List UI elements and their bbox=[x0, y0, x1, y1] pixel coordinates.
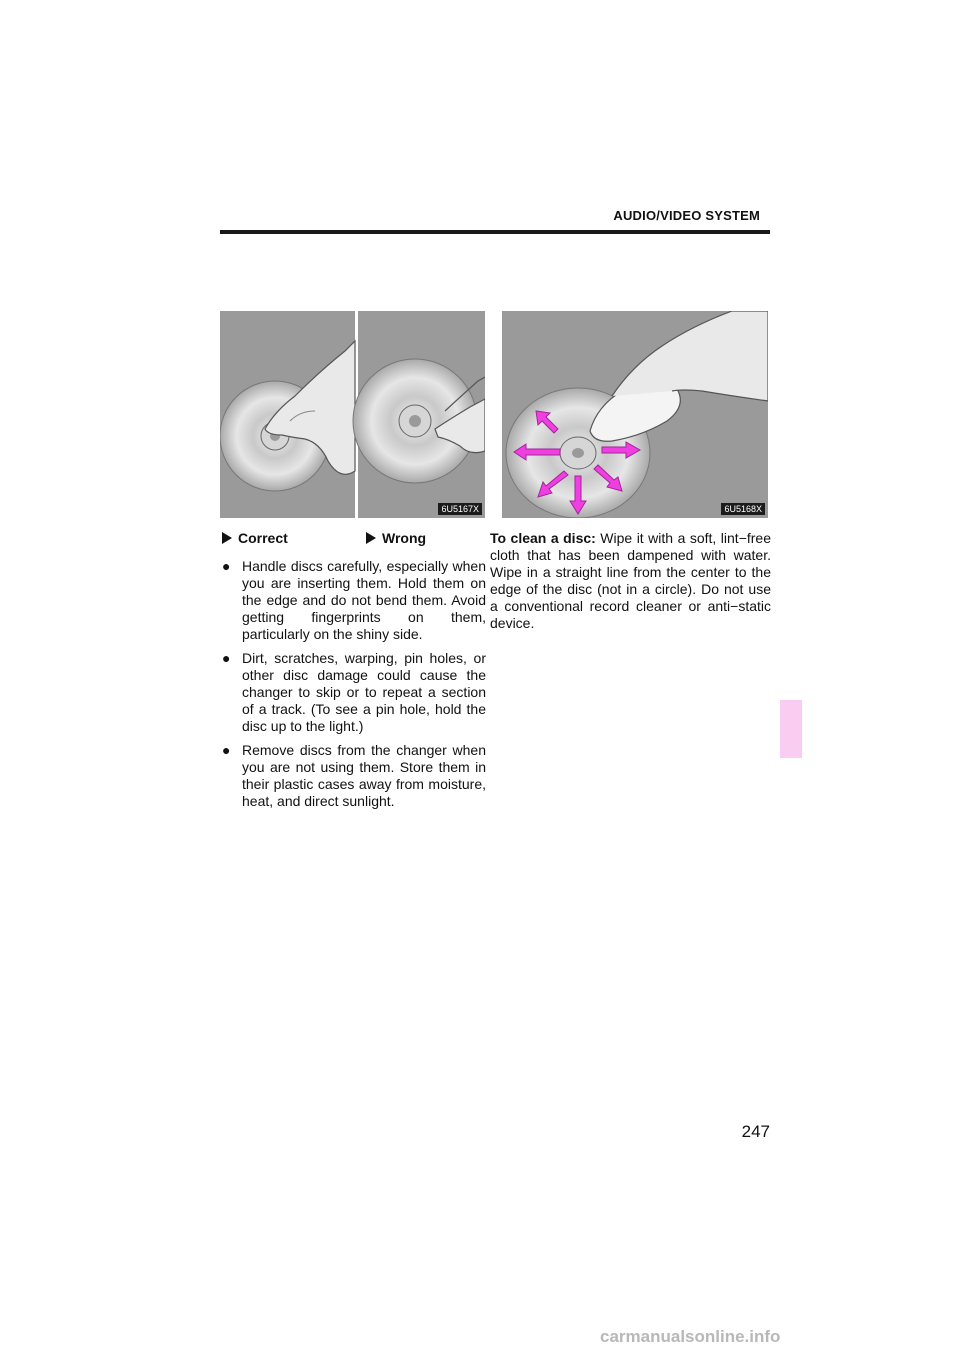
section-title: AUDIO/VIDEO SYSTEM bbox=[613, 208, 760, 223]
figure-code: 6U5167X bbox=[438, 503, 482, 515]
cleaning-instructions bbox=[490, 530, 771, 632]
caption-wrong-label: Wrong bbox=[382, 530, 427, 546]
watermark: carmanualsonline.info bbox=[600, 1327, 781, 1346]
caption-correct bbox=[222, 530, 288, 546]
figure-disc-cleaning bbox=[502, 311, 768, 518]
page-number: 247 bbox=[741, 1122, 770, 1141]
cleaning-lead: To clean a disc: bbox=[490, 530, 596, 546]
bullet-icon: ● bbox=[222, 650, 231, 666]
list-item: ● Remove discs from the changer when you are not using them. Store them in their plastic cases away from moisture, heat, and direct sunlight. bbox=[222, 742, 486, 809]
cleaning-body: Wipe it with a soft, lint−free cloth that has been dampened with water. Wipe in a straight line from the center to the edge of the disc (not in a circle). Do not use a conventional record cleaner or anti−static device. bbox=[490, 530, 771, 631]
handling-tips-list bbox=[220, 558, 486, 817]
section-tab bbox=[780, 700, 802, 758]
caption-correct-label: Correct bbox=[238, 530, 288, 546]
disc-handling-illustration bbox=[220, 311, 485, 518]
list-item: ● Dirt, scratches, warping, pin holes, or other disc damage could cause the changer to skip or to repeat a section of a track. (To see a pin hole, hold the disc up to the light.) bbox=[222, 650, 486, 734]
bullet-icon: ● bbox=[222, 558, 231, 574]
bullet-icon: ● bbox=[222, 742, 231, 758]
triangle-bullet-icon bbox=[366, 532, 376, 544]
disc-cleaning-illustration bbox=[502, 311, 768, 518]
list-item: ● Handle discs carefully, especially when you are inserting them. Hold them on the edge and do not bend them. Avoid getting fingerprints on them, particularly on the shiny side. bbox=[222, 558, 486, 642]
figure-disc-handling bbox=[220, 311, 485, 518]
figure-code: 6U5168X bbox=[721, 503, 765, 515]
caption-wrong bbox=[366, 530, 426, 546]
header-rule bbox=[220, 230, 770, 234]
triangle-bullet-icon bbox=[222, 532, 232, 544]
